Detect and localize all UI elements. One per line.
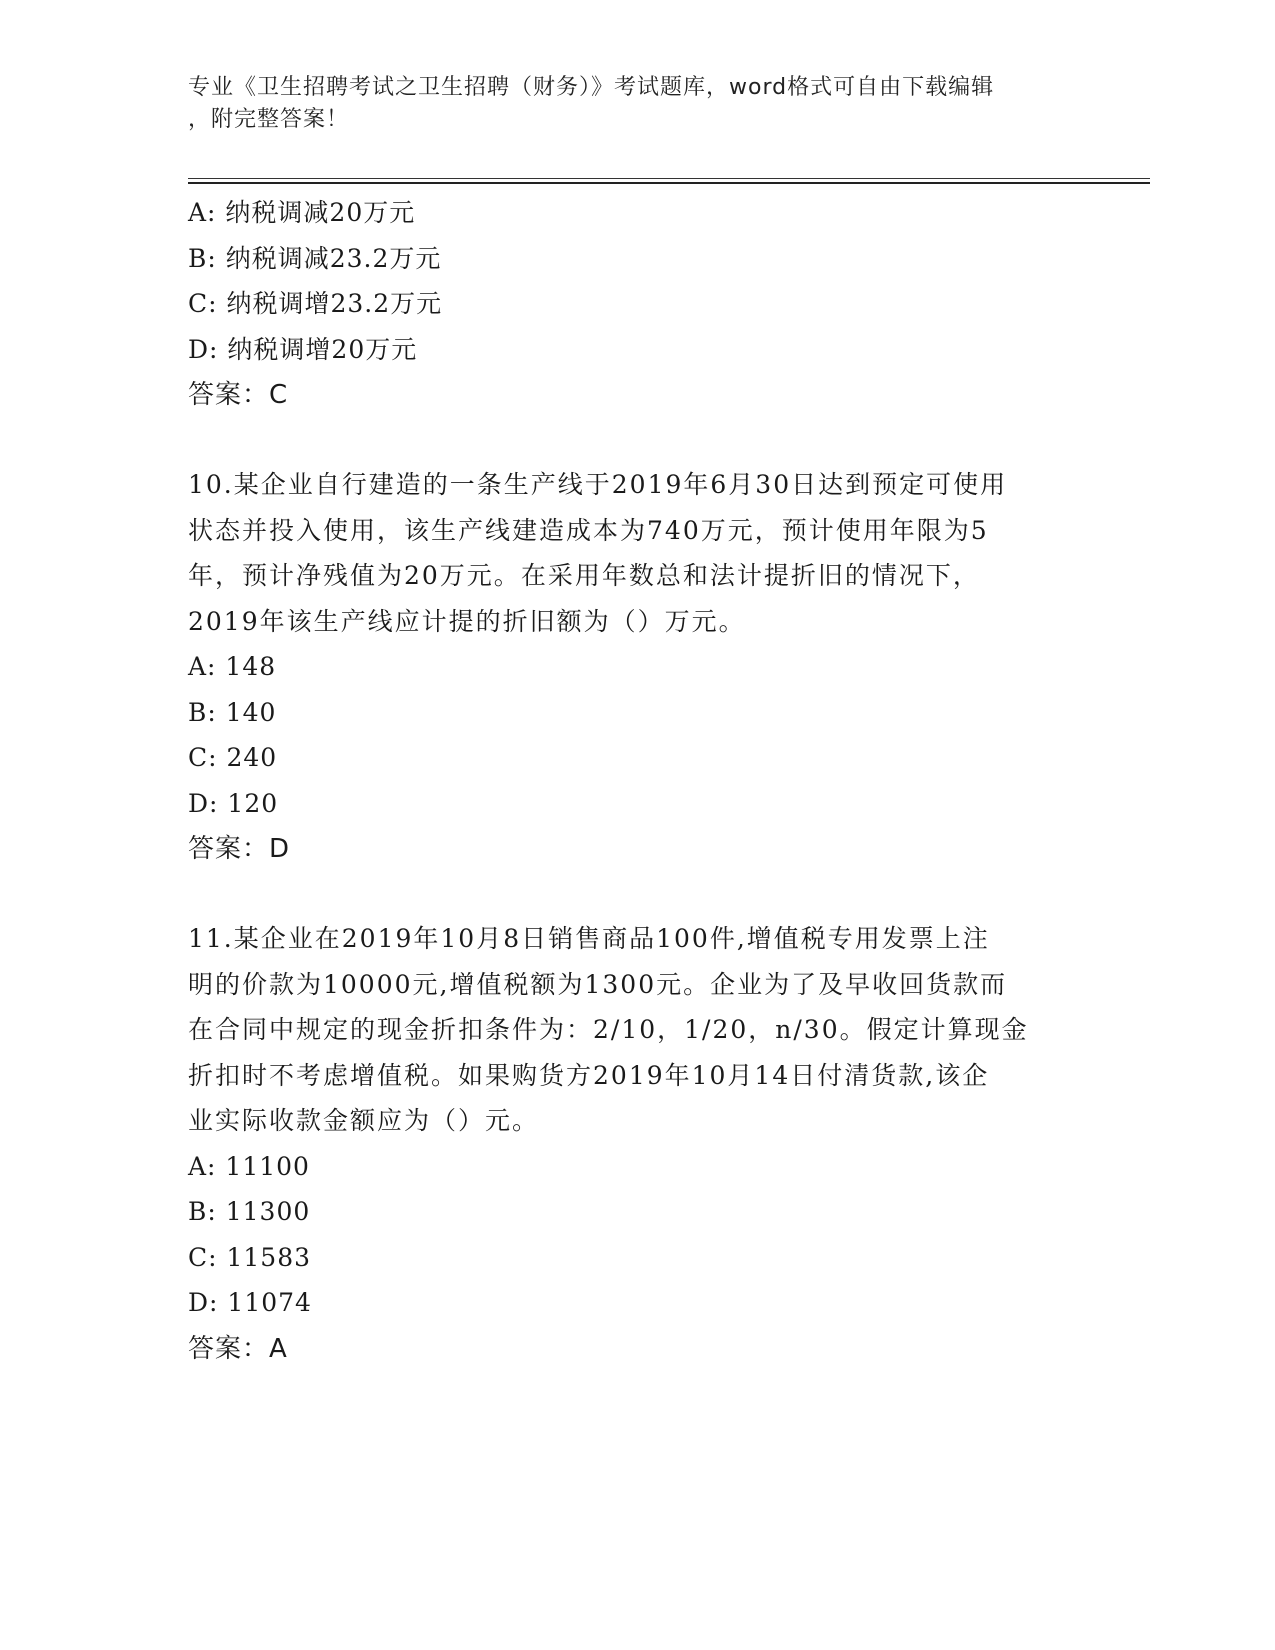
q9-answer: 答案：C xyxy=(188,380,289,410)
spacer xyxy=(188,872,1068,916)
q11-answer: 答案：A xyxy=(188,1333,288,1364)
q10-option-a: A: 148 xyxy=(188,652,277,681)
q10-option-d: D: 120 xyxy=(188,788,279,818)
q9-option-c: C: 纳税调增23.2万元 xyxy=(188,289,443,318)
q10-text-line: 年，预计净残值为20万元。在采用年数总和法计提折旧的情况下， xyxy=(188,561,980,590)
spacer xyxy=(188,418,1068,462)
header-line-2: ，附完整答案！ xyxy=(188,107,350,132)
q11-option-b: B: 11300 xyxy=(188,1197,311,1226)
q11-text-line: 在合同中规定的现金折扣条件为：2/10，1/20，n/30。假定计算现金 xyxy=(188,1015,1029,1044)
q10-answer: 答案：D xyxy=(188,834,291,864)
q10-option-c: C: 240 xyxy=(188,743,278,772)
question-11-block xyxy=(188,916,1068,1372)
q11-text-line: 11.某企业在2019年10月8日销售商品100件,增值税专用发票上注 xyxy=(188,924,990,953)
header-divider-thin xyxy=(188,178,1150,179)
document-body xyxy=(188,190,1068,1372)
q10-text-line: 2019年该生产线应计提的折旧额为（）万元。 xyxy=(188,606,746,636)
q9-option-a: A: 纳税调减20万元 xyxy=(188,198,416,227)
q11-text-line: 业实际收款金额应为（）元。 xyxy=(188,1106,540,1135)
header-line-1: 专业《卫生招聘考试之卫生招聘（财务）》考试题库，word格式可自由下载编辑 xyxy=(188,75,995,100)
q11-option-c: C: 11583 xyxy=(188,1242,312,1272)
question-9-block xyxy=(188,190,1068,418)
q10-text xyxy=(188,462,1068,644)
q11-text-line: 明的价款为10000元,增值税额为1300元。企业为了及早收回货款而 xyxy=(188,969,1008,999)
q11-option-d: D: 11074 xyxy=(188,1288,312,1317)
q10-option-b: B: 140 xyxy=(188,697,277,727)
q11-text-line: 折扣时不考虑增值税。如果购货方2019年10月14日付清货款,该企 xyxy=(188,1060,990,1090)
q9-option-d: D: 纳税调增20万元 xyxy=(188,334,418,364)
q10-text-line: 10.某企业自行建造的一条生产线于2019年6月30日达到预定可使用 xyxy=(188,470,1008,499)
q10-text-line: 状态并投入使用，该生产线建造成本为740万元，预计使用年限为5 xyxy=(188,515,989,545)
q11-option-a: A: 11100 xyxy=(188,1151,310,1181)
document-header xyxy=(188,72,1068,136)
header-divider-thick xyxy=(188,182,1150,184)
q11-text xyxy=(188,916,1068,1144)
q9-option-b: B: 纳税调减23.2万元 xyxy=(188,243,442,273)
question-10-block xyxy=(188,462,1068,872)
